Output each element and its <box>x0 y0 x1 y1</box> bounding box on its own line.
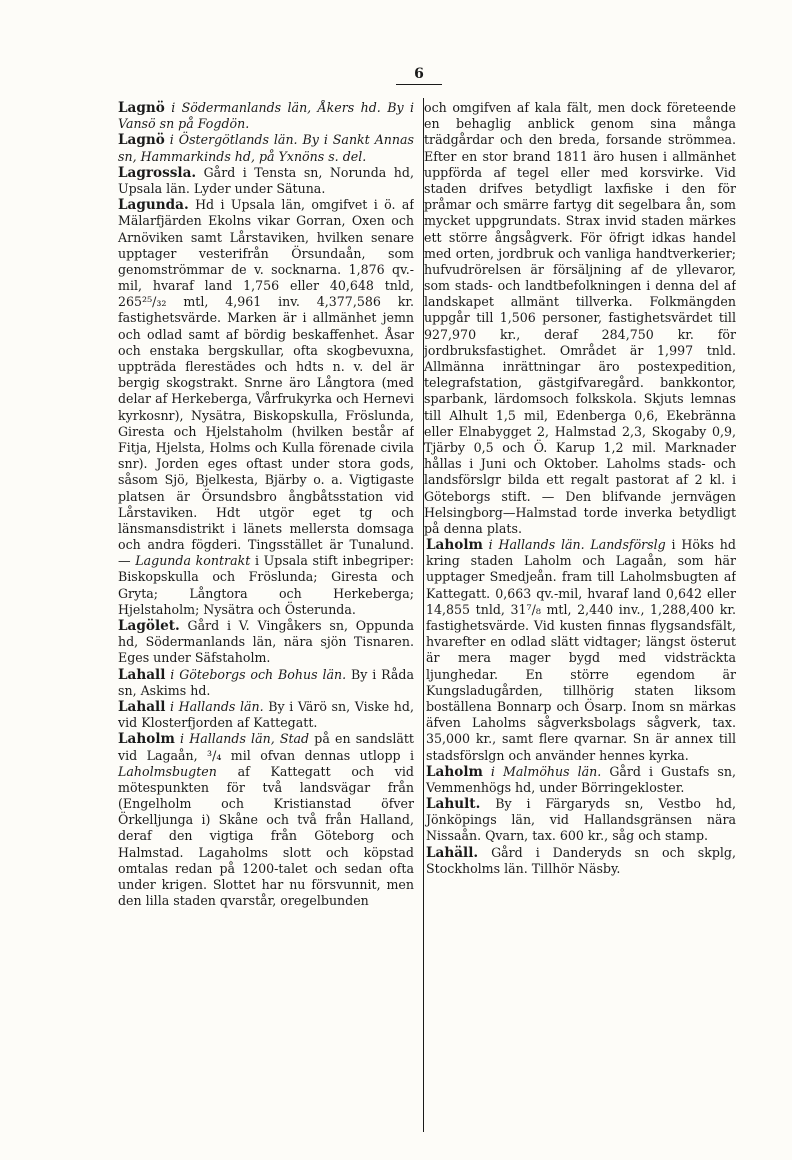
entry-lagno-sodermanland: Lagnö i Södermanlands län, Åkers hd. By i Vansö sn på Fogdön. <box>118 100 414 132</box>
entry-laholm-landsforsamling: Laholm i Hallands län. Landsförslg i Höks hd kring staden Laholm och Lagaån, som här upptager Smedjeån. fram till Laholmsbugten af Kattegatt. 0,663 qv.-mil, hvaraf land 0,642 eller 14,855 tnld, 31⁷/₈ mtl, 2,440 inv., 1,288,400 kr. fastighetsvärde. Vid kusten finnas flygsandsfält, hvarefter en odlad slätt vidtager; längst österut är mera mager bygd med vidsträckta ljunghedar. En större egendom är Kungsladugården, tillhörig staten liksom boställena Bonnarp och Ösarp. Inom sn märkas äfven Laholms sågverksbolags sågverk, tax. 35,000 kr., samt flere qvarnar. Sn är annex till stadsförslgn och använder hennes kyrka. <box>426 537 736 763</box>
entry-lahall-goteborg: Lahall i Göteborgs och Bohus län. By i Råda sn, Askims hd. <box>118 666 414 698</box>
right-column <box>424 100 736 1130</box>
entry-lagrossla: Lagrossla. Gård i Tensta sn, Norunda hd, Upsala län. Lyder under Sätuna. <box>118 164 414 196</box>
entry-laholm-malmohus: Laholm i Malmöhus län. Gård i Gustafs sn, Vemmenhögs hd, under Börringekloster. <box>426 763 736 795</box>
left-column <box>112 100 414 1130</box>
page-number-rule <box>396 84 442 85</box>
entry-lahall-stockholm: Lahäll. Gård i Danderyds sn och skplg, Stockholms län. Tillhör Näsby. <box>426 844 736 876</box>
entry-lahall-halland: Lahall i Hallands län. By i Värö sn, Viske hd, vid Klosterfjorden af Kattegatt. <box>118 698 414 731</box>
entry-laholm-stad-continued: och omgifven af kala fält, men dock företeende en behaglig anblick genom sina många trädgårdar och den breda, forsande strömmea. Efter en stor brand 1811 äro husen i allmänhet uppförda af tegel eller med korsvirke. Vid staden drifves betydligt laxfiske i den för pråmar och smärre fartyg dit segelbara ån, som mycket uppgrundats. Strax invid staden märkes ett större ångsågverk. För öfrigt idkas handel med orten, jordbruk och vanliga handtverkerier; hufvudrörelsen är försäljning af de yllevaror, som stads- och landtbefolkningen i denna del af landskapet allmänt tillverka. Folkmängden uppgår till 1,506 personer, fastighetsvärdet till 927,970 kr., deraf 284,750 kr. för jordbruksfastighet. Området är 1,997 tnld. Allmänna inrättningar äro postexpedition, telegrafstation, gästgifvaregård. bankkontor, sparbank, lärdomsoch folkskola. Skjuts lemnas till Alhult 1,5 mil, Edenberga 0,6, Ekebränna eller Elnabygget 2, Halmstad 2,3, Skogaby 0,9, Tjärby 0,5 och Ö. Karup 1,2 mil. Marknader hållas i Juni och Oktober. Laholms stads- och landsförslgr bilda ett regalt pastorat af 2 kl. i Göteborgs stift. — Den blifvande jernvägen Helsingborg—Halmstad torde inverka betydligt på denna plats. <box>424 100 736 536</box>
entry-laholm-stad: Laholm i Hallands län, Stad på en sandslätt vid Lagaån, ³/₄ mil ofvan dennas utlopp i Laholmsbugten af Kattegatt och vid mötespunkten för två landsvägar från (Engelholm och Kristianstad öfver Örkelljunga i) Skåne och två från Halland, deraf den vigtiga från Göteborg och Halmstad. Lagaholms slott och köpstad omtalas redan på 1200-talet och sedan ofta under krigen. Slottet har nu försvunnit, men den lilla staden qvarstår, oregelbunden <box>118 731 414 909</box>
entry-lahult: Lahult. By i Färgaryds sn, Vestbo hd, Jönköpings län, vid Hallandsgränsen nära Nissaån. Qvarn, tax. 600 kr., såg och stamp. <box>426 796 736 844</box>
entry-lagolet: Lagölet. Gård i V. Vingåkers sn, Oppunda hd, Södermanlands län, nära sjön Tisnaren. Eges under Säfstaholm. <box>118 618 414 666</box>
entry-lagunda: Lagunda. Hd i Upsala län, omgifvet i ö. af Mälarfjärden Ekolns vikar Gorran, Oxen och Arnöviken samt Lårstaviken, hvilken senare upptager vesterifrån Örsundaån, som genomströmmar de v. socknarna. 1,876 qv.-mil, hvaraf land 1,756 eller 40,648 tnld, 265²⁵/₃₂ mtl, 4,961 inv. 4,377,586 kr. fastighetsvärde. Marken är i allmänhet jemn och odlad samt af bördig beskaffenhet. Åsar och enstaka bergskullar, ofta skogbevuxna, uppträda flerestädes och hdts n. v. del är bergig skogstrakt. Snrne äro Långtora (med delar af Herkeberga, Vårfrukyrka och Hernevi kyrkosnr), Nysätra, Biskopskulla, Fröslunda, Giresta och Hjelstaholm (hvilken består af Fitja, Hjelsta, Holms och Kulla förenade civila snr). Jorden eges oftast under stora gods, såsom Sjö, Bjelkesta, Bjärby o. a. Vigtigaste platsen är Örsundsbro ångbåtsstation vid Lårstaviken. Hdt utgör eget tg och länsmansdistrikt i länets mellersta domsaga och andra fögderi. Tingsstället är Tunalund. — Lagunda kontrakt i Upsala stift inbegriper: Biskopskulla och Fröslunda; Giresta och Gryta; Långtora och Herkeberga; Hjelstaholm; Nysätra och Österunda. <box>118 197 414 617</box>
page-number: 6 <box>414 66 424 82</box>
entry-lagno-ostergotland: Lagnö i Östergötlands län. By i Sankt Annas sn, Hammarkinds hd, på Yxnöns s. del. <box>118 132 414 164</box>
